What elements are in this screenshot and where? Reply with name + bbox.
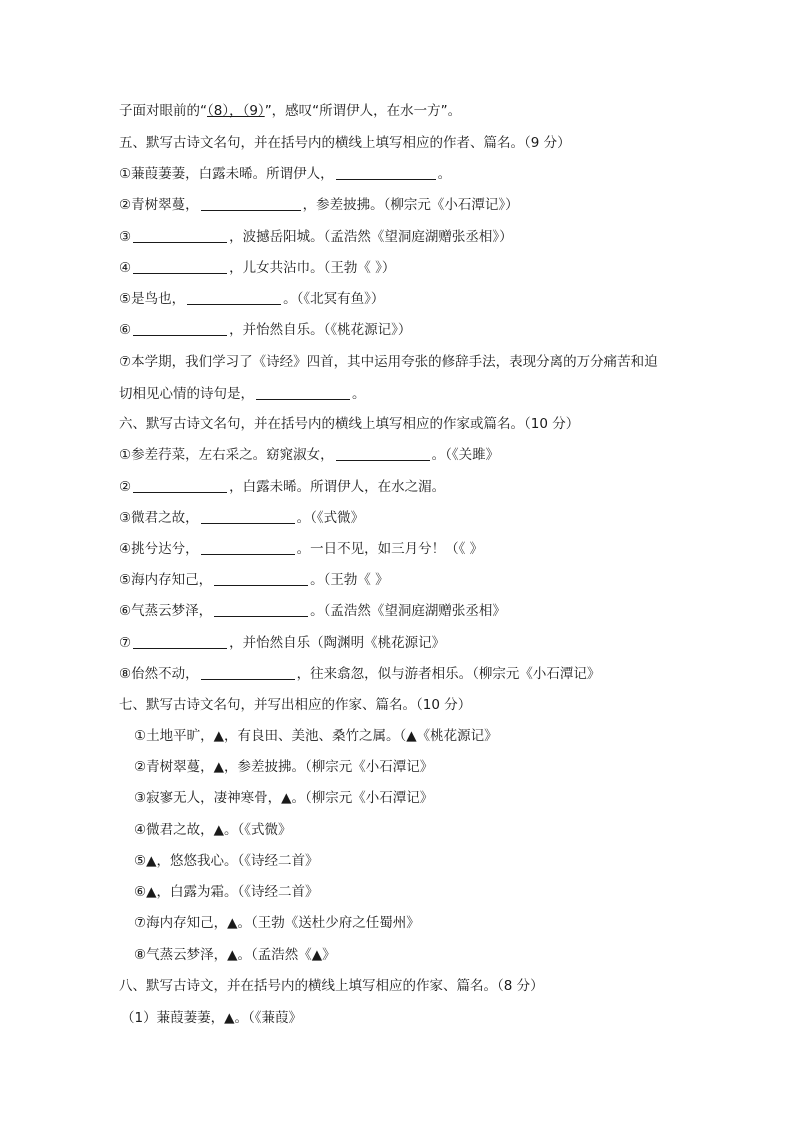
answer-blank[interactable] [336, 446, 430, 461]
passage-line [119, 101, 461, 121]
answer-blank[interactable] [201, 509, 295, 524]
section-heading-5: 五、默写古诗文名句，并在括号内的横线上填写相应的作者、篇名。（9 分） [119, 135, 571, 151]
question-text: ，并怡然自乐。（《桃花源记》） [229, 322, 412, 338]
question-text: ，波撼岳阳城。（孟浩然《望洞庭湖赠张丞相》） [229, 229, 513, 245]
question-text: 。 [437, 166, 452, 182]
question-item [119, 539, 483, 559]
question-item: ⑦本学期，我们学习了《诗经》四首，其中运用夸张的修辞手法，表现分离的万分痛苦和迫 [119, 354, 658, 370]
question-text: ⑤是鸟也， [119, 291, 186, 307]
line-text: 子面对眼前的“ [119, 103, 207, 119]
question-item: ⑧气蒸云梦泽，▲。（孟浩然《▲》 [134, 947, 336, 963]
answer-blank[interactable] [201, 196, 301, 211]
answer-blank[interactable] [133, 634, 227, 649]
question-text: ② [119, 479, 132, 495]
question-text: 。（王勃《 》 [310, 572, 389, 588]
question-item [119, 508, 364, 528]
question-item: ③寂寥无人，凄神寒骨，▲。（柳宗元《小石潭记》 [134, 790, 434, 806]
question-text: 。（《式微》 [296, 510, 365, 526]
answer-blank[interactable] [256, 385, 350, 400]
underlined-blanks: （8），（9） [207, 103, 265, 119]
question-item [119, 227, 513, 247]
question-text: ①参差荇菜，左右采之。窈窕淑女， [119, 447, 334, 463]
question-text: ⑤海内存知己， [119, 572, 213, 588]
question-text: ⑥ [119, 322, 132, 338]
question-text: ③微君之故， [119, 510, 199, 526]
question-text: 。（孟浩然《望洞庭湖赠张丞相》 [310, 603, 506, 619]
answer-blank[interactable] [133, 228, 227, 243]
answer-blank[interactable] [133, 321, 227, 336]
question-text: ，并怡然自乐（陶渊明《桃花源记》 [229, 635, 446, 651]
question-item [119, 601, 506, 621]
question-text: ，往来翕忽，似与游者相乐。（柳宗元《小石潭记》 [296, 666, 601, 682]
question-item: （1）蒹葭萋萋，▲。（《蒹葭》 [121, 1010, 302, 1026]
question-text: 切相见心情的诗句是， [119, 386, 254, 402]
answer-blank[interactable] [201, 540, 295, 555]
question-text: ，儿女共沾巾。（王勃《 》） [229, 260, 396, 276]
question-text: ⑧佁然不动， [119, 666, 199, 682]
question-item [119, 633, 445, 653]
question-text: ②青树翠蔓， [119, 197, 199, 213]
question-item: ②青树翠蔓，▲，参差披拂。（柳宗元《小石潭记》 [134, 759, 434, 775]
question-item: ④微君之故，▲。（《式微》 [134, 822, 292, 838]
question-text: ，参差披拂。（柳宗元《小石潭记》） [302, 197, 519, 213]
question-item [119, 164, 451, 184]
question-text: ，白露未晞。所谓伊人，在水之湄。 [229, 479, 446, 495]
question-text: 。（《北冥有鱼》） [283, 291, 385, 307]
answer-blank[interactable] [133, 478, 227, 493]
question-text: ⑥气蒸云梦泽， [119, 603, 213, 619]
answer-blank[interactable] [336, 165, 436, 180]
question-item-continued [119, 384, 366, 404]
answer-blank[interactable] [214, 602, 308, 617]
answer-blank[interactable] [187, 290, 281, 305]
question-text: 。 [352, 386, 366, 402]
question-text: ④挑兮达兮， [119, 541, 199, 557]
section-heading-8: 八、默写古诗文，并在括号内的横线上填写相应的作家、篇名。（8 分） [119, 978, 544, 994]
question-item: ⑤▲，悠悠我心。（《诗经二首》 [134, 853, 319, 869]
question-item [119, 258, 395, 278]
question-text: ④ [119, 260, 132, 276]
question-item: ⑦海内存知己，▲。（王勃《送杜少府之任蜀州》 [134, 915, 420, 931]
question-text: ①蒹葭萋萋，白露未晞。所谓伊人， [119, 166, 334, 182]
question-text: ⑦ [119, 635, 132, 651]
question-item: ①土地平旷，▲，有良田、美池、桑竹之属。（▲《桃花源记》 [134, 728, 498, 744]
line-text: ”，感叹“所谓伊人，在水一方”。 [264, 103, 462, 119]
question-item [119, 664, 600, 684]
answer-blank[interactable] [133, 259, 227, 274]
answer-blank[interactable] [214, 571, 308, 586]
question-text: 。一日不见，如三月兮！（《 》 [296, 541, 484, 557]
question-item [119, 445, 499, 465]
question-text: ③ [119, 229, 132, 245]
question-item: ⑥▲，白露为霜。（《诗经二首》 [134, 884, 319, 900]
question-item [119, 570, 389, 590]
question-item [119, 477, 445, 497]
question-item [119, 195, 519, 215]
section-heading-7: 七、默写古诗文名句，并写出相应的作家、篇名。（10 分） [119, 697, 472, 713]
question-item [119, 320, 411, 340]
question-item [119, 289, 384, 309]
section-heading-6: 六、默写古诗文名句，并在括号内的横线上填写相应的作家或篇名。（10 分） [119, 416, 580, 432]
question-text: 。（《关雎》 [431, 447, 500, 463]
answer-blank[interactable] [201, 665, 295, 680]
